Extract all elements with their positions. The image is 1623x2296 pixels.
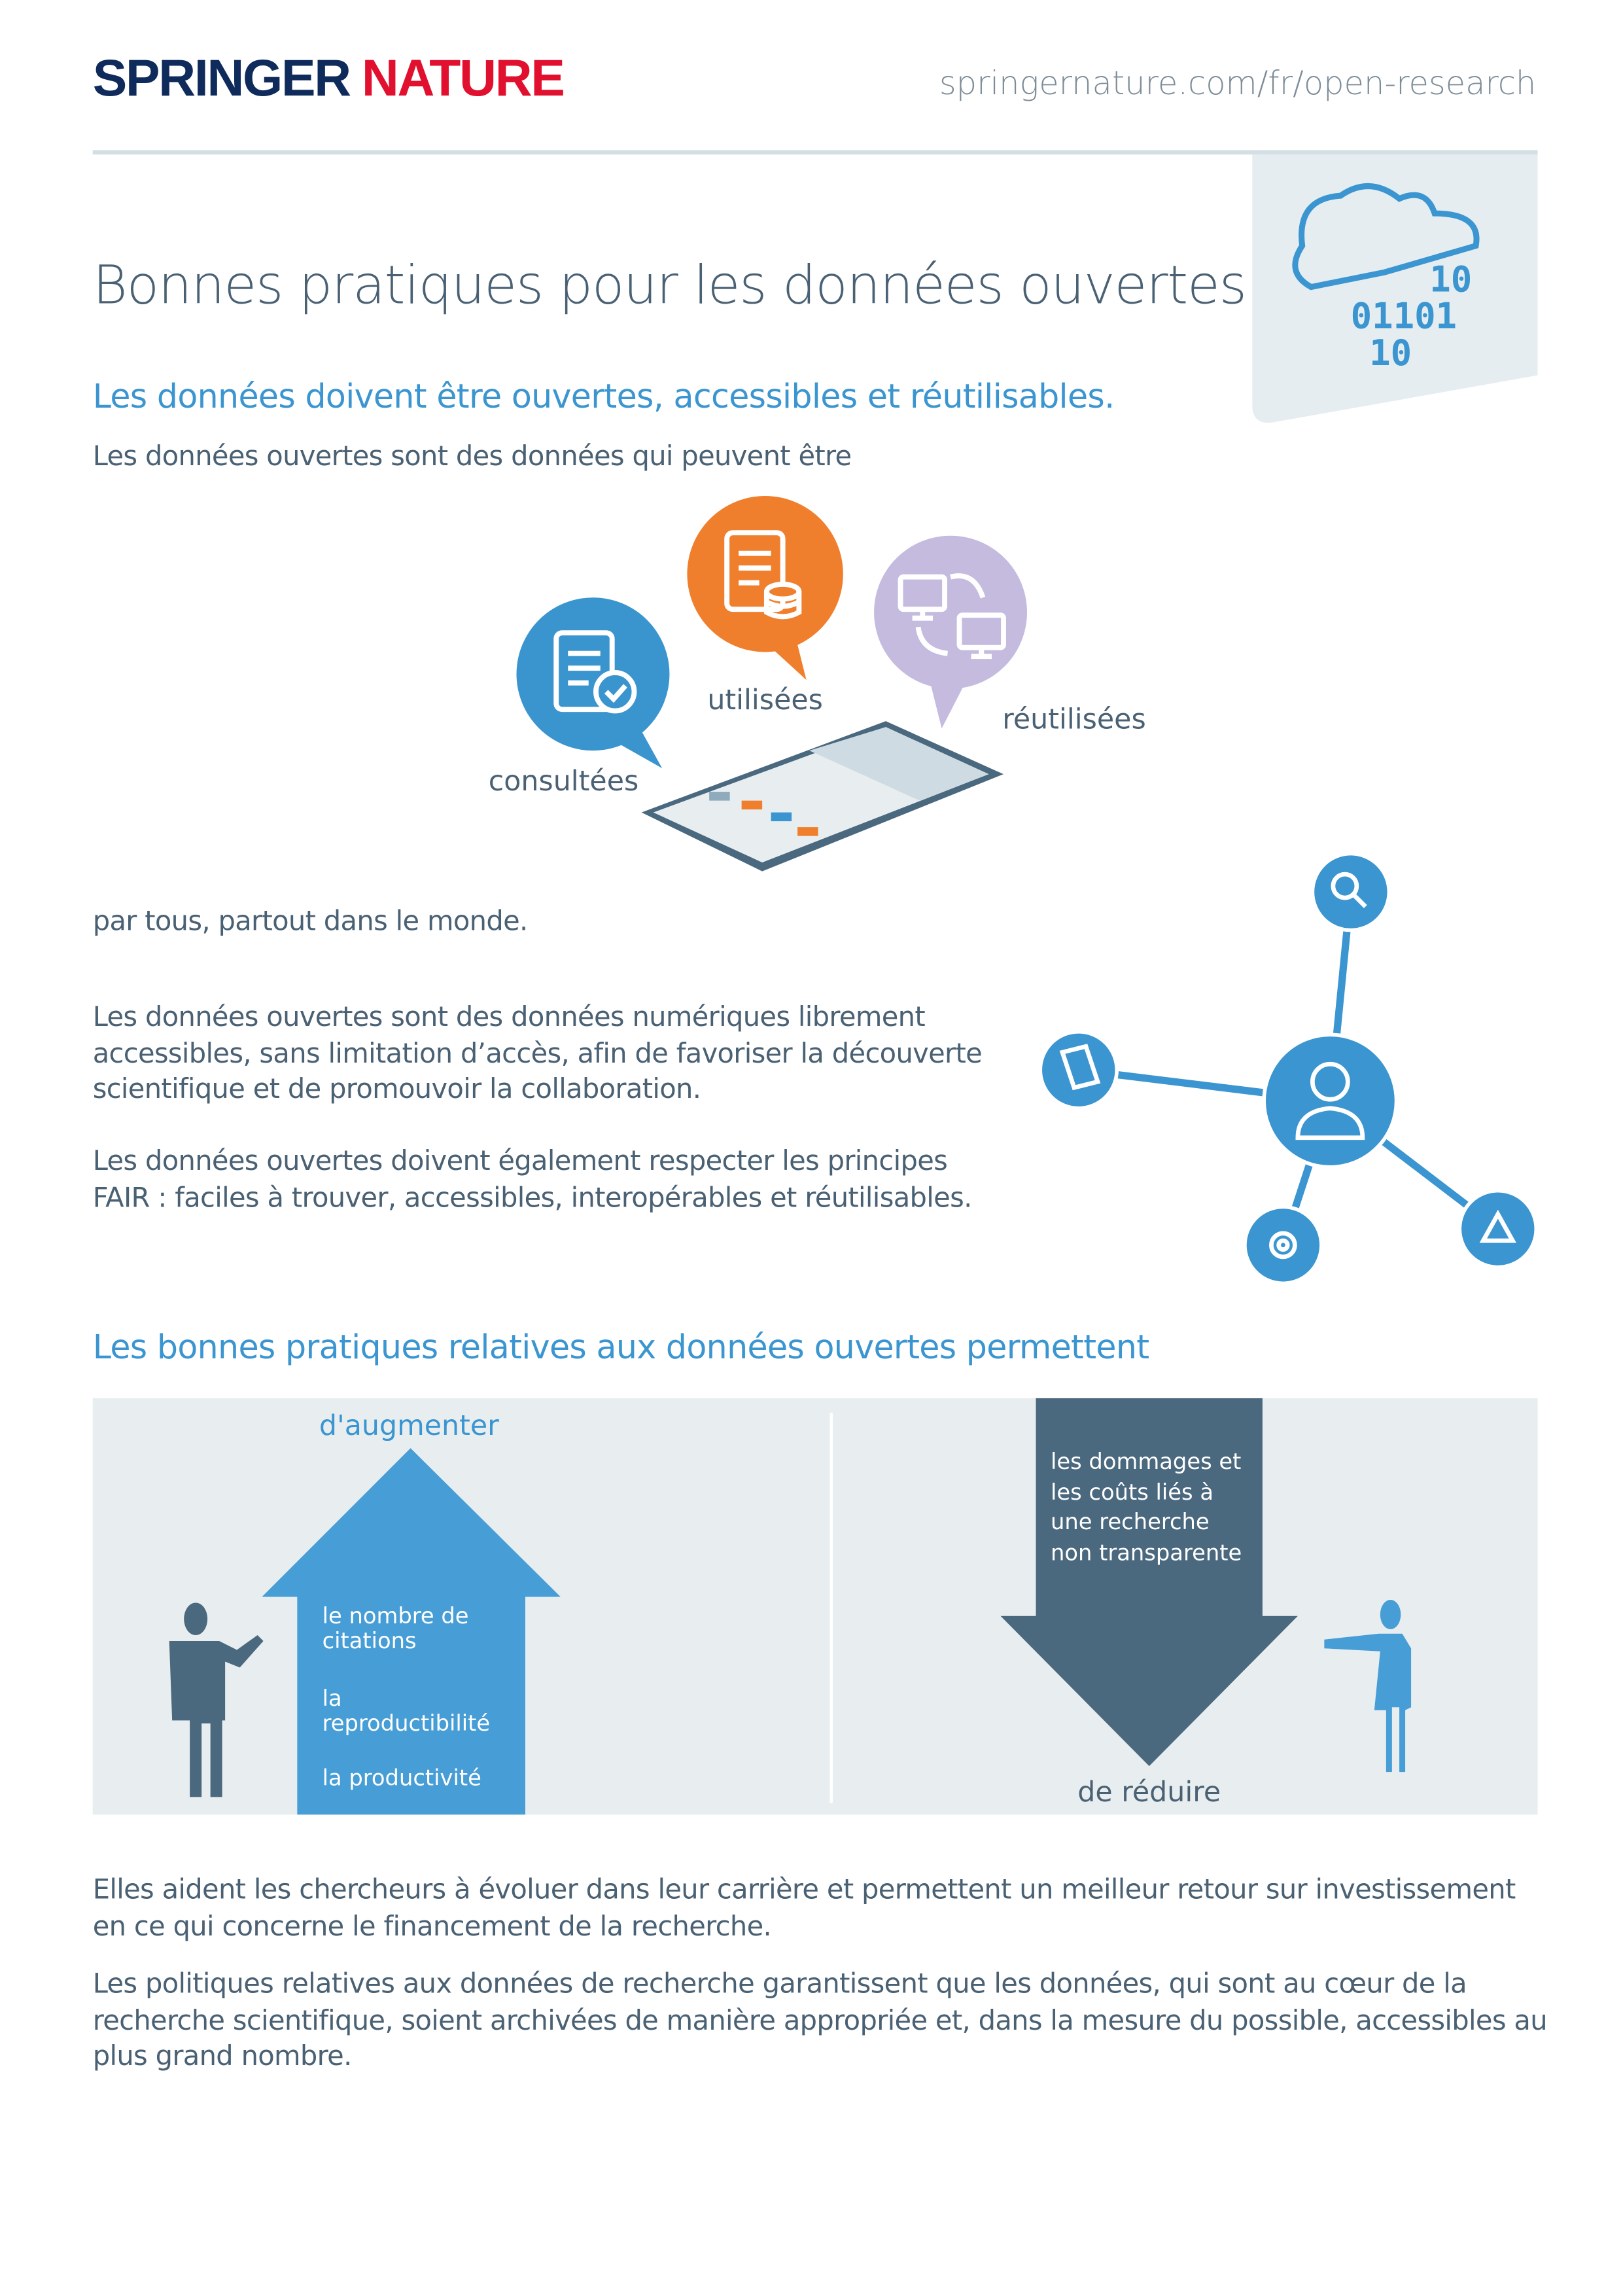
bubble-utilisees	[687, 496, 843, 680]
binary-line-2: 01101	[1350, 295, 1457, 337]
arrows-illustration	[93, 1398, 1538, 1815]
network-illustration	[1030, 846, 1545, 1288]
tablet-icon	[642, 721, 1003, 871]
label-consultees: consultées	[488, 765, 639, 798]
section2-heading: Les bonnes pratiques relatives aux données ouvertes permettent	[92, 1329, 1149, 1368]
cloud-binary-badge	[1252, 154, 1539, 427]
header-divider	[93, 150, 1538, 154]
gear-node-icon	[1245, 1207, 1321, 1283]
search-node-icon	[1312, 854, 1389, 930]
research-data-policies-link[interactable]: Les politiques relatives aux données de recherche	[92, 1969, 755, 2000]
career-paragraph: Elles aident les chercheurs à évoluer dans leur carrière et permettent un meilleur retour sur investissement en ce qui concerne le financement de la recherche.	[92, 1875, 1516, 1942]
reduce-label: de réduire	[1077, 1776, 1221, 1809]
increase-citations: le nombre de citations	[322, 1602, 469, 1655]
recycle-node-icon	[1459, 1191, 1536, 1267]
label-utilisees: utilisées	[707, 684, 823, 717]
site-url[interactable]: springernature.com/fr/open-research	[939, 66, 1537, 103]
increase-reproducibility: la reproductibilité	[322, 1685, 491, 1737]
reduce-text: les dommages et les coûts liés à une recherche non transparente	[1051, 1448, 1242, 1566]
policy-text: garantissent que les données, qui sont au cœur de la recherche scientifique, soient archivées de manière appropriée et, dans la mesure du possible, accessibles au plus grand nombre.	[92, 1969, 1547, 2073]
fair-principles: Les données ouvertes doivent également respecter les principes FAIR : faciles à trouver, accessibles, interopérables et réutilisables.	[92, 1146, 972, 1214]
increase-label: d'augmenter	[319, 1409, 499, 1443]
logo-nature: NATURE	[361, 50, 564, 108]
book-node-icon	[1040, 1032, 1117, 1108]
man-figure-icon	[169, 1602, 264, 1797]
logo-springer: SPRINGER	[92, 50, 350, 108]
section1-intro: Les données ouvertes sont des données qui peuvent être	[92, 441, 852, 473]
section1-heading: Les données doivent être ouvertes, accessibles et réutilisables.	[92, 378, 1115, 417]
binary-line-1: 10	[1429, 258, 1473, 300]
increase-productivity: la productivité	[322, 1764, 481, 1792]
springer-nature-logo	[93, 50, 564, 109]
policy-paragraph	[93, 1968, 1550, 2075]
section1-outro: par tous, partout dans le monde.	[92, 906, 528, 938]
page-title: Bonnes pratiques pour les données ouvertes	[92, 256, 1246, 317]
bubble-consultees	[517, 597, 670, 768]
woman-figure-icon	[1324, 1600, 1411, 1772]
binary-line-3: 10	[1369, 332, 1412, 374]
open-data-definition: Les données ouvertes sont des données numériques librement accessibles, sans limitation d’accès, afin de favoriser la découverte scientifique et de promouvoir la collaboration.	[92, 1002, 983, 1106]
bubble-reutilisees	[874, 536, 1027, 729]
label-reutilisees: réutilisées	[1002, 703, 1146, 736]
